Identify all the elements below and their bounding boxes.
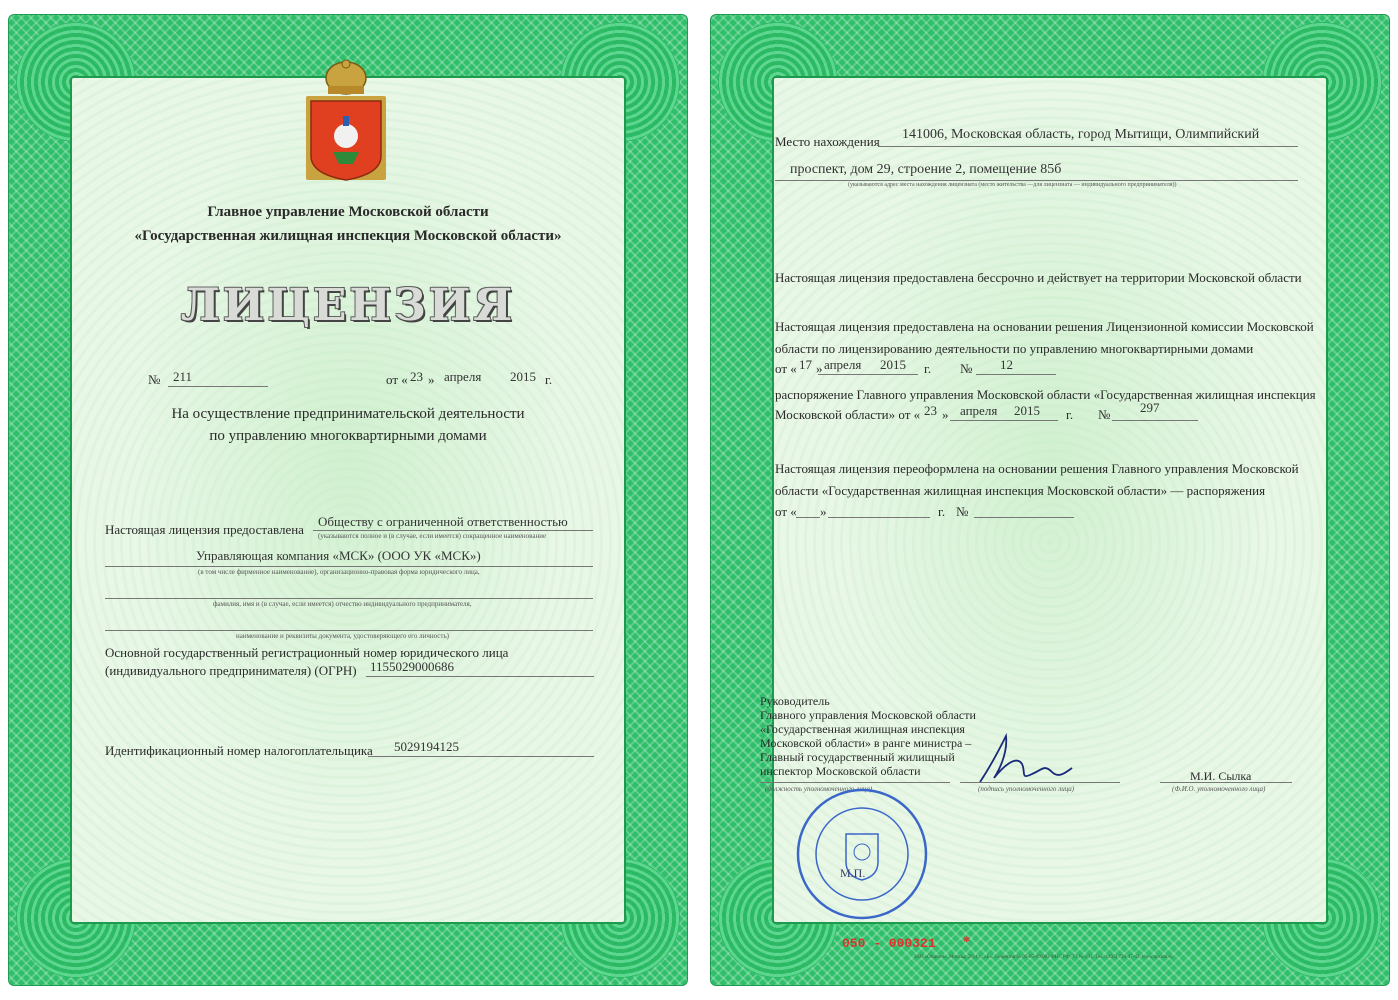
date-from-label: от « — [386, 372, 408, 387]
activity-line-1: На осуществление предпринимательской деятельности — [171, 406, 525, 422]
serial-mark: * — [963, 934, 971, 950]
basis-mid: » — [816, 361, 823, 376]
order-no: № — [1098, 407, 1111, 422]
number-label: № — [148, 372, 161, 387]
granted-label: Настоящая лицензия предоставлена — [105, 522, 304, 537]
reissue-from: от « — [775, 504, 797, 519]
head-line-6: инспектор Московской области — [760, 764, 921, 778]
printer-note: ЗАО «Опцион», Москва, 2014 г., «Б». Лицензия № 05-05-09/003 ФНС РФ, ТЗ № 691. Тел.: (495) 726-47-42, www.opcion.ru — [914, 955, 1173, 960]
basis-year: 2015 — [880, 357, 906, 372]
location-value-2: проспект, дом 29, строение 2, помещение 85б — [790, 162, 1062, 177]
order-g: г. — [1066, 407, 1074, 422]
granted-hint-4: наименование и реквизиты документа, удостоверяющего его личность) — [236, 632, 449, 640]
granted-hint-3: фамилия, имя и (в случае, если имеется) отчество индивидуального предпринимателя, — [213, 600, 472, 608]
head-line-5: Главный государственный жилищный — [760, 750, 955, 764]
reissue-mid: » — [820, 504, 827, 519]
inn-value: 5029194125 — [394, 739, 459, 754]
license-number: 211 — [173, 369, 193, 384]
name-hint: (Ф.И.О. уполномоченного лица) — [1172, 785, 1266, 793]
basis-num: 12 — [1000, 357, 1013, 372]
basis-line-1: Настоящая лицензия предоставлена на основании решения Лицензионной комиссии Московской — [775, 319, 1314, 334]
reissue-no: № — [956, 504, 969, 519]
reissue-line-1: Настоящая лицензия переоформлена на основании решения Главного управления Московской — [775, 461, 1299, 476]
basis-day: 17 — [799, 357, 812, 372]
basis-g: г. — [924, 361, 932, 376]
date-mid: » — [428, 372, 435, 387]
location-label: Место нахождения — [775, 134, 880, 149]
basis-from: от « — [775, 361, 797, 376]
location-value-1: 141006, Московская область, город Мытищи, Олимпийский — [902, 127, 1260, 142]
head-line-3: «Государственная жилищная инспекция — [760, 722, 965, 736]
license-back-page — [710, 14, 1390, 986]
head-line-2: Главного управления Московской области — [760, 708, 976, 722]
order-line-1: распоряжение Главного управления Московской области «Государственная жилищная инспекция — [775, 387, 1316, 402]
official-stamp — [794, 786, 930, 922]
term-text: Настоящая лицензия предоставлена бессрочно и действует на территории Московской области — [775, 270, 1302, 285]
basis-no: № — [960, 361, 973, 376]
issuer-line-2: «Государственная жилищная инспекция Московской области» — [134, 228, 562, 244]
signature-icon — [972, 724, 1082, 794]
basis-month: апреля — [824, 357, 862, 372]
head-line-4: Московской области» в ранге министра – — [760, 736, 972, 750]
order-num: 297 — [1140, 400, 1160, 415]
stamp-label: М.П. — [840, 866, 866, 880]
location-hint: (указываются адрес места нахождения лицензиата (место жительства —для лицензиата — индивидуального предпринимателя)) — [848, 182, 1177, 188]
basis-line-2: области по лицензированию деятельности по управлению многоквартирными домами — [775, 341, 1254, 356]
order-month: апреля — [960, 403, 998, 418]
head-hint: (должность уполномоченного лица) — [765, 785, 873, 793]
head-line-1: Руководитель — [760, 694, 830, 708]
license-month: апреля — [444, 369, 482, 384]
ogrn-label-2: (индивидуального предпринимателя) (ОГРН) — [105, 663, 357, 678]
license-front-page — [8, 14, 688, 986]
serial-number: 050 - 000321 — [842, 936, 936, 951]
year-suffix: г. — [545, 372, 553, 387]
ogrn-value: 1155029000686 — [370, 659, 455, 674]
license-day: 23 — [410, 369, 423, 384]
sign-hint: (подпись уполномоченного лица) — [978, 785, 1075, 793]
granted-hint-2: (в том числе фирменное наименование), организационно-правовая форма юридического лица, — [198, 568, 480, 576]
reissue-line-2: области «Государственная жилищная инспекция Московской области» — распоряжения — [775, 483, 1266, 498]
issuer-line-1: Главное управление Московской области — [207, 204, 489, 220]
reissue-g: г. — [938, 504, 946, 519]
granted-value-1: Обществу с ограниченной ответственностью — [318, 514, 568, 529]
coat-of-arms-icon — [303, 56, 389, 184]
license-year: 2015 — [510, 369, 536, 384]
inn-label: Идентификационный номер налогоплательщика — [105, 743, 373, 758]
order-mid: » — [942, 407, 949, 422]
granted-value-2: Управляющая компания «МСК» (ООО УК «МСК») — [196, 548, 481, 563]
ogrn-label-1: Основной государственный регистрационный номер юридического лица — [105, 645, 509, 660]
document-title: ЛИЦЕНЗИЯ — [180, 280, 516, 331]
signer-name: М.И. Сылка — [1190, 769, 1252, 783]
order-year: 2015 — [1014, 403, 1040, 418]
order-line-2: Московской области» от « — [775, 407, 921, 422]
granted-hint-1: (указываются полное и (в случае, если имеется) сокращенное наименование — [318, 532, 547, 540]
activity-line-2: по управлению многоквартирными домами — [209, 428, 487, 444]
order-day: 23 — [924, 403, 937, 418]
